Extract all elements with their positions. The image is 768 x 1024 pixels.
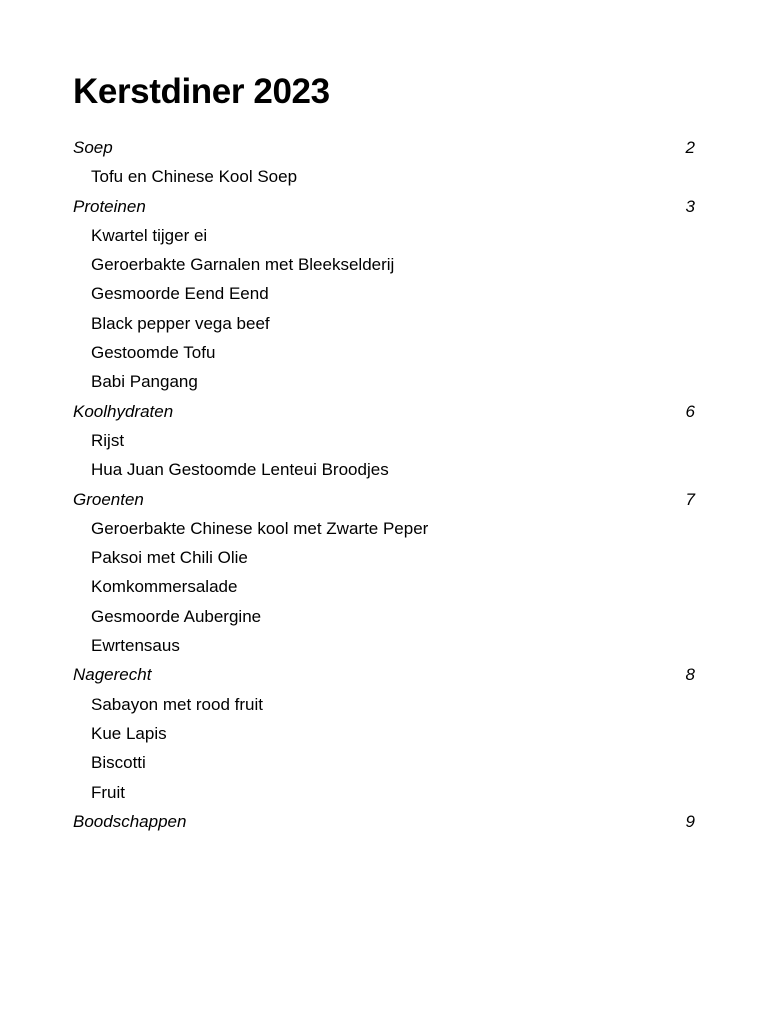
- toc-item-label: Geroerbakte Chinese kool met Zwarte Peper: [91, 518, 429, 538]
- toc-section-label: Boodschappen: [73, 811, 187, 831]
- toc-item[interactable]: [73, 548, 695, 577]
- toc-item-label: Kwartel tijger ei: [91, 225, 208, 245]
- toc-section-label: Nagerecht: [73, 665, 152, 685]
- toc-item[interactable]: [73, 431, 695, 460]
- document-page: [73, 0, 695, 841]
- toc-item-label: Kue Lapis: [91, 723, 167, 743]
- table-of-contents: [73, 138, 695, 841]
- toc-page-number: 2: [685, 138, 695, 157]
- toc-section-nagerecht[interactable]: [73, 665, 695, 694]
- toc-item[interactable]: [73, 724, 695, 753]
- toc-item[interactable]: [73, 226, 695, 255]
- toc-item-label: Gesmoorde Eend Eend: [91, 284, 269, 304]
- toc-item-label: Geroerbakte Garnalen met Bleekselderij: [91, 255, 395, 275]
- toc-item-label: Hua Juan Gestoomde Lenteui Broodjes: [91, 460, 389, 480]
- toc-item[interactable]: [73, 695, 695, 724]
- toc-item-label: Gesmoorde Aubergine: [91, 606, 262, 626]
- toc-item[interactable]: [73, 343, 695, 372]
- toc-item[interactable]: [73, 460, 695, 489]
- toc-page-number: 7: [685, 489, 695, 509]
- toc-item-label: Tofu en Chinese Kool Soep: [91, 167, 298, 187]
- toc-item[interactable]: [73, 753, 695, 782]
- toc-item[interactable]: [73, 783, 695, 812]
- toc-section-koolhydraten[interactable]: [73, 402, 695, 431]
- toc-item[interactable]: [73, 577, 695, 606]
- toc-item-label: Paksoi met Chili Olie: [91, 548, 248, 568]
- toc-section-proteinen[interactable]: [73, 197, 695, 226]
- toc-item-label: Rijst: [91, 430, 125, 450]
- toc-item[interactable]: [73, 519, 695, 548]
- toc-section-label: Soep: [73, 138, 113, 157]
- toc-page-number: 9: [685, 811, 695, 831]
- toc-section-boodschappen[interactable]: [73, 812, 695, 841]
- toc-page-number: 6: [685, 401, 695, 421]
- toc-item[interactable]: [73, 255, 695, 284]
- toc-item-label: Black pepper vega beef: [91, 313, 270, 333]
- toc-item-label: Sabayon met rood fruit: [91, 694, 263, 714]
- toc-item-label: Biscotti: [91, 753, 146, 773]
- toc-item[interactable]: [73, 372, 695, 401]
- toc-section-soep[interactable]: [73, 138, 695, 167]
- toc-item-label: Fruit: [91, 782, 125, 802]
- toc-item[interactable]: [73, 167, 695, 196]
- document-title: Kerstdiner 2023: [73, 72, 330, 111]
- toc-item[interactable]: [73, 284, 695, 313]
- toc-section-label: Groenten: [73, 489, 144, 509]
- toc-page-number: 8: [685, 665, 695, 685]
- toc-page-number: 3: [685, 196, 695, 216]
- toc-item-label: Babi Pangang: [91, 372, 198, 392]
- toc-item[interactable]: [73, 607, 695, 636]
- toc-section-groenten[interactable]: [73, 490, 695, 519]
- toc-section-label: Koolhydraten: [73, 401, 174, 421]
- toc-item-label: Gestoomde Tofu: [91, 343, 216, 363]
- toc-item-label: Ewrtensaus: [91, 636, 180, 656]
- toc-section-label: Proteinen: [73, 196, 146, 216]
- toc-item[interactable]: [73, 314, 695, 343]
- toc-item[interactable]: [73, 636, 695, 665]
- toc-item-label: Komkommersalade: [91, 577, 238, 597]
